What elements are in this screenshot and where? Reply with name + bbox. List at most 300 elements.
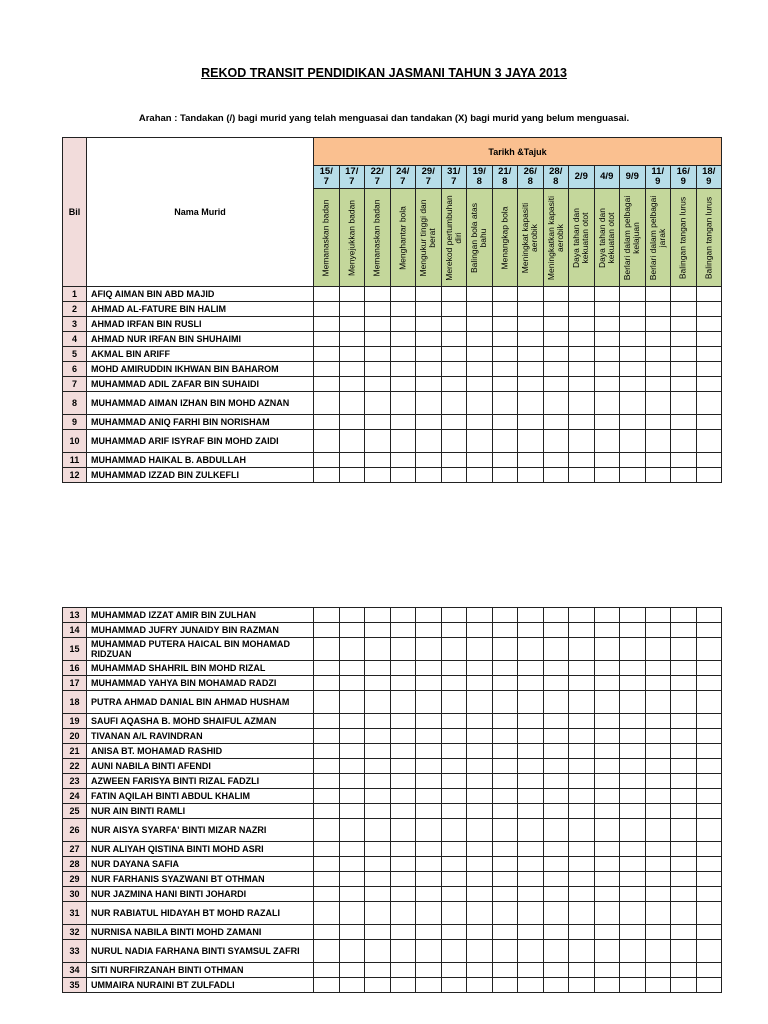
mark-cell[interactable]: [696, 377, 722, 392]
mark-cell[interactable]: [441, 857, 467, 872]
mark-cell[interactable]: [339, 925, 365, 940]
mark-cell[interactable]: [543, 608, 569, 623]
mark-cell[interactable]: [467, 453, 493, 468]
mark-cell[interactable]: [339, 744, 365, 759]
mark-cell[interactable]: [416, 872, 442, 887]
mark-cell[interactable]: [441, 362, 467, 377]
mark-cell[interactable]: [365, 774, 391, 789]
mark-cell[interactable]: [339, 940, 365, 963]
mark-cell[interactable]: [365, 729, 391, 744]
mark-cell[interactable]: [543, 377, 569, 392]
mark-cell[interactable]: [339, 978, 365, 993]
mark-cell[interactable]: [543, 317, 569, 332]
mark-cell[interactable]: [518, 789, 544, 804]
mark-cell[interactable]: [390, 392, 416, 415]
mark-cell[interactable]: [543, 940, 569, 963]
mark-cell[interactable]: [671, 842, 697, 857]
mark-cell[interactable]: [441, 287, 467, 302]
mark-cell[interactable]: [416, 857, 442, 872]
mark-cell[interactable]: [492, 468, 518, 483]
mark-cell[interactable]: [671, 691, 697, 714]
mark-cell[interactable]: [518, 940, 544, 963]
mark-cell[interactable]: [339, 691, 365, 714]
mark-cell[interactable]: [492, 362, 518, 377]
mark-cell[interactable]: [441, 317, 467, 332]
mark-cell[interactable]: [518, 317, 544, 332]
mark-cell[interactable]: [594, 415, 620, 430]
mark-cell[interactable]: [339, 842, 365, 857]
mark-cell[interactable]: [645, 362, 671, 377]
mark-cell[interactable]: [671, 468, 697, 483]
mark-cell[interactable]: [339, 608, 365, 623]
mark-cell[interactable]: [365, 759, 391, 774]
mark-cell[interactable]: [365, 468, 391, 483]
mark-cell[interactable]: [416, 392, 442, 415]
mark-cell[interactable]: [339, 789, 365, 804]
mark-cell[interactable]: [390, 623, 416, 638]
mark-cell[interactable]: [696, 804, 722, 819]
mark-cell[interactable]: [645, 608, 671, 623]
mark-cell[interactable]: [416, 468, 442, 483]
mark-cell[interactable]: [518, 362, 544, 377]
mark-cell[interactable]: [543, 978, 569, 993]
mark-cell[interactable]: [416, 774, 442, 789]
mark-cell[interactable]: [569, 287, 595, 302]
mark-cell[interactable]: [492, 347, 518, 362]
mark-cell[interactable]: [314, 744, 340, 759]
mark-cell[interactable]: [594, 608, 620, 623]
mark-cell[interactable]: [569, 347, 595, 362]
mark-cell[interactable]: [441, 774, 467, 789]
mark-cell[interactable]: [645, 287, 671, 302]
mark-cell[interactable]: [645, 819, 671, 842]
mark-cell[interactable]: [365, 714, 391, 729]
mark-cell[interactable]: [543, 842, 569, 857]
mark-cell[interactable]: [492, 925, 518, 940]
mark-cell[interactable]: [314, 819, 340, 842]
mark-cell[interactable]: [467, 347, 493, 362]
mark-cell[interactable]: [569, 789, 595, 804]
mark-cell[interactable]: [569, 392, 595, 415]
mark-cell[interactable]: [594, 887, 620, 902]
mark-cell[interactable]: [671, 638, 697, 661]
mark-cell[interactable]: [365, 430, 391, 453]
mark-cell[interactable]: [569, 774, 595, 789]
mark-cell[interactable]: [671, 729, 697, 744]
mark-cell[interactable]: [314, 623, 340, 638]
mark-cell[interactable]: [543, 362, 569, 377]
mark-cell[interactable]: [645, 804, 671, 819]
mark-cell[interactable]: [416, 819, 442, 842]
mark-cell[interactable]: [569, 377, 595, 392]
mark-cell[interactable]: [467, 638, 493, 661]
mark-cell[interactable]: [339, 392, 365, 415]
mark-cell[interactable]: [620, 857, 646, 872]
mark-cell[interactable]: [416, 759, 442, 774]
mark-cell[interactable]: [543, 759, 569, 774]
mark-cell[interactable]: [390, 842, 416, 857]
mark-cell[interactable]: [314, 714, 340, 729]
mark-cell[interactable]: [314, 978, 340, 993]
mark-cell[interactable]: [569, 978, 595, 993]
mark-cell[interactable]: [492, 744, 518, 759]
mark-cell[interactable]: [518, 759, 544, 774]
mark-cell[interactable]: [594, 453, 620, 468]
mark-cell[interactable]: [696, 714, 722, 729]
mark-cell[interactable]: [696, 638, 722, 661]
mark-cell[interactable]: [645, 902, 671, 925]
mark-cell[interactable]: [339, 302, 365, 317]
mark-cell[interactable]: [416, 317, 442, 332]
mark-cell[interactable]: [518, 332, 544, 347]
mark-cell[interactable]: [314, 468, 340, 483]
mark-cell[interactable]: [365, 819, 391, 842]
mark-cell[interactable]: [543, 468, 569, 483]
mark-cell[interactable]: [314, 691, 340, 714]
mark-cell[interactable]: [492, 872, 518, 887]
mark-cell[interactable]: [594, 317, 620, 332]
mark-cell[interactable]: [339, 714, 365, 729]
mark-cell[interactable]: [416, 714, 442, 729]
mark-cell[interactable]: [492, 819, 518, 842]
mark-cell[interactable]: [594, 759, 620, 774]
mark-cell[interactable]: [671, 377, 697, 392]
mark-cell[interactable]: [594, 925, 620, 940]
mark-cell[interactable]: [543, 729, 569, 744]
mark-cell[interactable]: [492, 623, 518, 638]
mark-cell[interactable]: [671, 415, 697, 430]
mark-cell[interactable]: [441, 872, 467, 887]
mark-cell[interactable]: [416, 744, 442, 759]
mark-cell[interactable]: [390, 287, 416, 302]
mark-cell[interactable]: [441, 623, 467, 638]
mark-cell[interactable]: [314, 804, 340, 819]
mark-cell[interactable]: [645, 302, 671, 317]
mark-cell[interactable]: [518, 714, 544, 729]
mark-cell[interactable]: [416, 887, 442, 902]
mark-cell[interactable]: [339, 857, 365, 872]
mark-cell[interactable]: [314, 759, 340, 774]
mark-cell[interactable]: [416, 925, 442, 940]
mark-cell[interactable]: [339, 430, 365, 453]
mark-cell[interactable]: [696, 287, 722, 302]
mark-cell[interactable]: [594, 842, 620, 857]
mark-cell[interactable]: [569, 362, 595, 377]
mark-cell[interactable]: [696, 872, 722, 887]
mark-cell[interactable]: [518, 744, 544, 759]
mark-cell[interactable]: [365, 887, 391, 902]
mark-cell[interactable]: [518, 902, 544, 925]
mark-cell[interactable]: [696, 362, 722, 377]
mark-cell[interactable]: [594, 857, 620, 872]
mark-cell[interactable]: [518, 287, 544, 302]
mark-cell[interactable]: [314, 842, 340, 857]
mark-cell[interactable]: [543, 691, 569, 714]
mark-cell[interactable]: [645, 377, 671, 392]
mark-cell[interactable]: [518, 623, 544, 638]
mark-cell[interactable]: [492, 430, 518, 453]
mark-cell[interactable]: [492, 789, 518, 804]
mark-cell[interactable]: [365, 676, 391, 691]
mark-cell[interactable]: [339, 819, 365, 842]
mark-cell[interactable]: [467, 744, 493, 759]
mark-cell[interactable]: [594, 623, 620, 638]
mark-cell[interactable]: [416, 691, 442, 714]
mark-cell[interactable]: [645, 623, 671, 638]
mark-cell[interactable]: [492, 902, 518, 925]
mark-cell[interactable]: [467, 804, 493, 819]
mark-cell[interactable]: [441, 887, 467, 902]
mark-cell[interactable]: [569, 608, 595, 623]
mark-cell[interactable]: [645, 332, 671, 347]
mark-cell[interactable]: [467, 872, 493, 887]
mark-cell[interactable]: [365, 857, 391, 872]
mark-cell[interactable]: [492, 759, 518, 774]
mark-cell[interactable]: [416, 287, 442, 302]
mark-cell[interactable]: [492, 887, 518, 902]
mark-cell[interactable]: [696, 902, 722, 925]
mark-cell[interactable]: [645, 963, 671, 978]
mark-cell[interactable]: [518, 842, 544, 857]
mark-cell[interactable]: [314, 774, 340, 789]
mark-cell[interactable]: [416, 332, 442, 347]
mark-cell[interactable]: [339, 774, 365, 789]
mark-cell[interactable]: [467, 415, 493, 430]
mark-cell[interactable]: [492, 377, 518, 392]
mark-cell[interactable]: [365, 804, 391, 819]
mark-cell[interactable]: [365, 902, 391, 925]
mark-cell[interactable]: [620, 940, 646, 963]
mark-cell[interactable]: [339, 317, 365, 332]
mark-cell[interactable]: [314, 729, 340, 744]
mark-cell[interactable]: [620, 819, 646, 842]
mark-cell[interactable]: [696, 453, 722, 468]
mark-cell[interactable]: [390, 819, 416, 842]
mark-cell[interactable]: [645, 872, 671, 887]
mark-cell[interactable]: [569, 302, 595, 317]
mark-cell[interactable]: [492, 714, 518, 729]
mark-cell[interactable]: [314, 332, 340, 347]
mark-cell[interactable]: [314, 789, 340, 804]
mark-cell[interactable]: [467, 676, 493, 691]
mark-cell[interactable]: [365, 691, 391, 714]
mark-cell[interactable]: [314, 887, 340, 902]
mark-cell[interactable]: [492, 453, 518, 468]
mark-cell[interactable]: [492, 332, 518, 347]
mark-cell[interactable]: [467, 963, 493, 978]
mark-cell[interactable]: [645, 676, 671, 691]
mark-cell[interactable]: [569, 714, 595, 729]
mark-cell[interactable]: [543, 714, 569, 729]
mark-cell[interactable]: [696, 759, 722, 774]
mark-cell[interactable]: [620, 774, 646, 789]
mark-cell[interactable]: [492, 676, 518, 691]
mark-cell[interactable]: [671, 623, 697, 638]
mark-cell[interactable]: [467, 887, 493, 902]
mark-cell[interactable]: [492, 415, 518, 430]
mark-cell[interactable]: [467, 789, 493, 804]
mark-cell[interactable]: [365, 661, 391, 676]
mark-cell[interactable]: [365, 842, 391, 857]
mark-cell[interactable]: [467, 608, 493, 623]
mark-cell[interactable]: [467, 714, 493, 729]
mark-cell[interactable]: [467, 287, 493, 302]
mark-cell[interactable]: [645, 714, 671, 729]
mark-cell[interactable]: [416, 963, 442, 978]
mark-cell[interactable]: [594, 347, 620, 362]
mark-cell[interactable]: [467, 317, 493, 332]
mark-cell[interactable]: [696, 691, 722, 714]
mark-cell[interactable]: [441, 430, 467, 453]
mark-cell[interactable]: [671, 978, 697, 993]
mark-cell[interactable]: [696, 978, 722, 993]
mark-cell[interactable]: [390, 759, 416, 774]
mark-cell[interactable]: [696, 857, 722, 872]
mark-cell[interactable]: [671, 940, 697, 963]
mark-cell[interactable]: [390, 638, 416, 661]
mark-cell[interactable]: [441, 661, 467, 676]
mark-cell[interactable]: [543, 804, 569, 819]
mark-cell[interactable]: [543, 857, 569, 872]
mark-cell[interactable]: [543, 789, 569, 804]
mark-cell[interactable]: [671, 963, 697, 978]
mark-cell[interactable]: [518, 468, 544, 483]
mark-cell[interactable]: [441, 377, 467, 392]
mark-cell[interactable]: [645, 317, 671, 332]
mark-cell[interactable]: [339, 362, 365, 377]
mark-cell[interactable]: [569, 430, 595, 453]
mark-cell[interactable]: [518, 377, 544, 392]
mark-cell[interactable]: [518, 347, 544, 362]
mark-cell[interactable]: [518, 608, 544, 623]
mark-cell[interactable]: [314, 302, 340, 317]
mark-cell[interactable]: [390, 453, 416, 468]
mark-cell[interactable]: [339, 347, 365, 362]
mark-cell[interactable]: [569, 819, 595, 842]
mark-cell[interactable]: [620, 377, 646, 392]
mark-cell[interactable]: [569, 925, 595, 940]
mark-cell[interactable]: [441, 925, 467, 940]
mark-cell[interactable]: [314, 940, 340, 963]
mark-cell[interactable]: [620, 661, 646, 676]
mark-cell[interactable]: [671, 902, 697, 925]
mark-cell[interactable]: [365, 287, 391, 302]
mark-cell[interactable]: [314, 925, 340, 940]
mark-cell[interactable]: [467, 774, 493, 789]
mark-cell[interactable]: [671, 804, 697, 819]
mark-cell[interactable]: [416, 623, 442, 638]
mark-cell[interactable]: [645, 691, 671, 714]
mark-cell[interactable]: [569, 623, 595, 638]
mark-cell[interactable]: [620, 430, 646, 453]
mark-cell[interactable]: [645, 430, 671, 453]
mark-cell[interactable]: [441, 453, 467, 468]
mark-cell[interactable]: [671, 332, 697, 347]
mark-cell[interactable]: [543, 430, 569, 453]
mark-cell[interactable]: [696, 963, 722, 978]
mark-cell[interactable]: [594, 302, 620, 317]
mark-cell[interactable]: [594, 774, 620, 789]
mark-cell[interactable]: [365, 317, 391, 332]
mark-cell[interactable]: [390, 963, 416, 978]
mark-cell[interactable]: [620, 608, 646, 623]
mark-cell[interactable]: [314, 317, 340, 332]
mark-cell[interactable]: [441, 759, 467, 774]
mark-cell[interactable]: [543, 287, 569, 302]
mark-cell[interactable]: [365, 940, 391, 963]
mark-cell[interactable]: [594, 362, 620, 377]
mark-cell[interactable]: [492, 940, 518, 963]
mark-cell[interactable]: [569, 857, 595, 872]
mark-cell[interactable]: [645, 978, 671, 993]
mark-cell[interactable]: [671, 789, 697, 804]
mark-cell[interactable]: [365, 623, 391, 638]
mark-cell[interactable]: [416, 362, 442, 377]
mark-cell[interactable]: [696, 789, 722, 804]
mark-cell[interactable]: [543, 638, 569, 661]
mark-cell[interactable]: [645, 729, 671, 744]
mark-cell[interactable]: [339, 872, 365, 887]
mark-cell[interactable]: [594, 287, 620, 302]
mark-cell[interactable]: [569, 940, 595, 963]
mark-cell[interactable]: [594, 902, 620, 925]
mark-cell[interactable]: [365, 392, 391, 415]
mark-cell[interactable]: [390, 362, 416, 377]
mark-cell[interactable]: [416, 453, 442, 468]
mark-cell[interactable]: [365, 978, 391, 993]
mark-cell[interactable]: [416, 302, 442, 317]
mark-cell[interactable]: [569, 872, 595, 887]
mark-cell[interactable]: [594, 729, 620, 744]
mark-cell[interactable]: [365, 332, 391, 347]
mark-cell[interactable]: [645, 842, 671, 857]
mark-cell[interactable]: [569, 744, 595, 759]
mark-cell[interactable]: [671, 714, 697, 729]
mark-cell[interactable]: [467, 302, 493, 317]
mark-cell[interactable]: [594, 392, 620, 415]
mark-cell[interactable]: [518, 638, 544, 661]
mark-cell[interactable]: [594, 430, 620, 453]
mark-cell[interactable]: [594, 377, 620, 392]
mark-cell[interactable]: [492, 842, 518, 857]
mark-cell[interactable]: [645, 887, 671, 902]
mark-cell[interactable]: [671, 676, 697, 691]
mark-cell[interactable]: [543, 676, 569, 691]
mark-cell[interactable]: [518, 978, 544, 993]
mark-cell[interactable]: [620, 415, 646, 430]
mark-cell[interactable]: [416, 729, 442, 744]
mark-cell[interactable]: [314, 638, 340, 661]
mark-cell[interactable]: [390, 940, 416, 963]
mark-cell[interactable]: [696, 415, 722, 430]
mark-cell[interactable]: [365, 789, 391, 804]
mark-cell[interactable]: [467, 377, 493, 392]
mark-cell[interactable]: [314, 676, 340, 691]
mark-cell[interactable]: [594, 714, 620, 729]
mark-cell[interactable]: [492, 857, 518, 872]
mark-cell[interactable]: [645, 857, 671, 872]
mark-cell[interactable]: [339, 902, 365, 925]
mark-cell[interactable]: [671, 317, 697, 332]
mark-cell[interactable]: [467, 978, 493, 993]
mark-cell[interactable]: [492, 804, 518, 819]
mark-cell[interactable]: [492, 287, 518, 302]
mark-cell[interactable]: [620, 332, 646, 347]
mark-cell[interactable]: [390, 430, 416, 453]
mark-cell[interactable]: [314, 347, 340, 362]
mark-cell[interactable]: [569, 842, 595, 857]
mark-cell[interactable]: [390, 302, 416, 317]
